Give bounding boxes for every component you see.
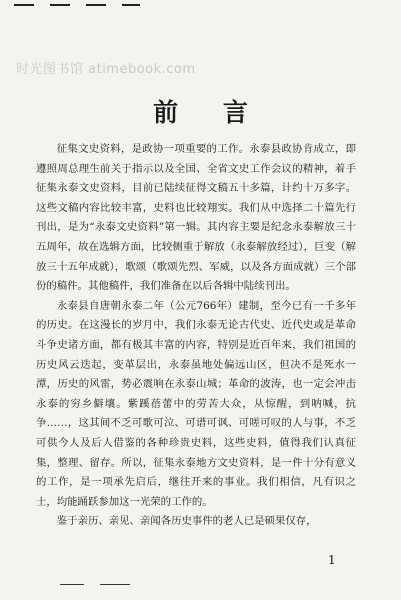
watermark: 时光图书馆 atimebook.com [16,62,196,77]
page-title: 前 言 [153,98,266,127]
body-text [36,140,356,532]
paragraph: 征集文史资料，是政协一项重要的工作。永泰县政协肯成立，即遵照周总理生前关于指示以及全国、全省文史工作会议的精神，着手征集永泰文史资料，目前已陆续征得文稿五十多篇，计约十万多字。这些文稿内容比较丰富，史料也比较翔实。我们从中选择二十篇先行刊出，是为“永泰文史资料”第一辑。其内容主要是纪念永泰解放三十五周年，故在选辑方面，比较侧重于解放（永泰解放经过），巨变（解放三十五年成就），歌颂（歌颂先烈、军威，以及各方面成就）三个部份的稿件。其他稿件，我们准备在以后各辑中陆续刊出。 [36,143,356,293]
scan-edge-marks-bottom [60,584,260,587]
paragraph: 永泰县自唐朝永泰二年（公元766年）建制，至今已有一千多年的历史。在这漫长的岁月中，我们永泰无论古代史、近代史或是革命斗争史诸方面，都有极其丰富的内容，特别是近百年来，我们祖国的历史风云迭起，变革层出，永泰虽地处偏远山区，但决不是死水一潭，历史的风雷，势必震响在永泰山城；革命的波涛，也一定会冲击永泰的穷乡僻壤。紫蹊蓓蕾中的劳苦大众，从惊醒，到呐喊，抗争……，这其间不乏可歌可泣、可谱可讽、可嗟可叹的人与事，不乏可供今人及后人借鉴的各种珍贵史料，这些史料，值得我们认真征集，整理、留存。所以，征集永泰地方文史资料，是一件十分有意义的工作，是一项承先启后，继往开来的事业。我们相信，凡有识之士，均能踊跃参加这一光荣的工作的。 [36,299,356,508]
scan-edge-marks [14,4,154,7]
page-number: 1 [328,553,336,567]
paragraph: 鉴于亲历、亲见、亲闻各历史事件的老人已是硕果仅存， [56,515,317,528]
